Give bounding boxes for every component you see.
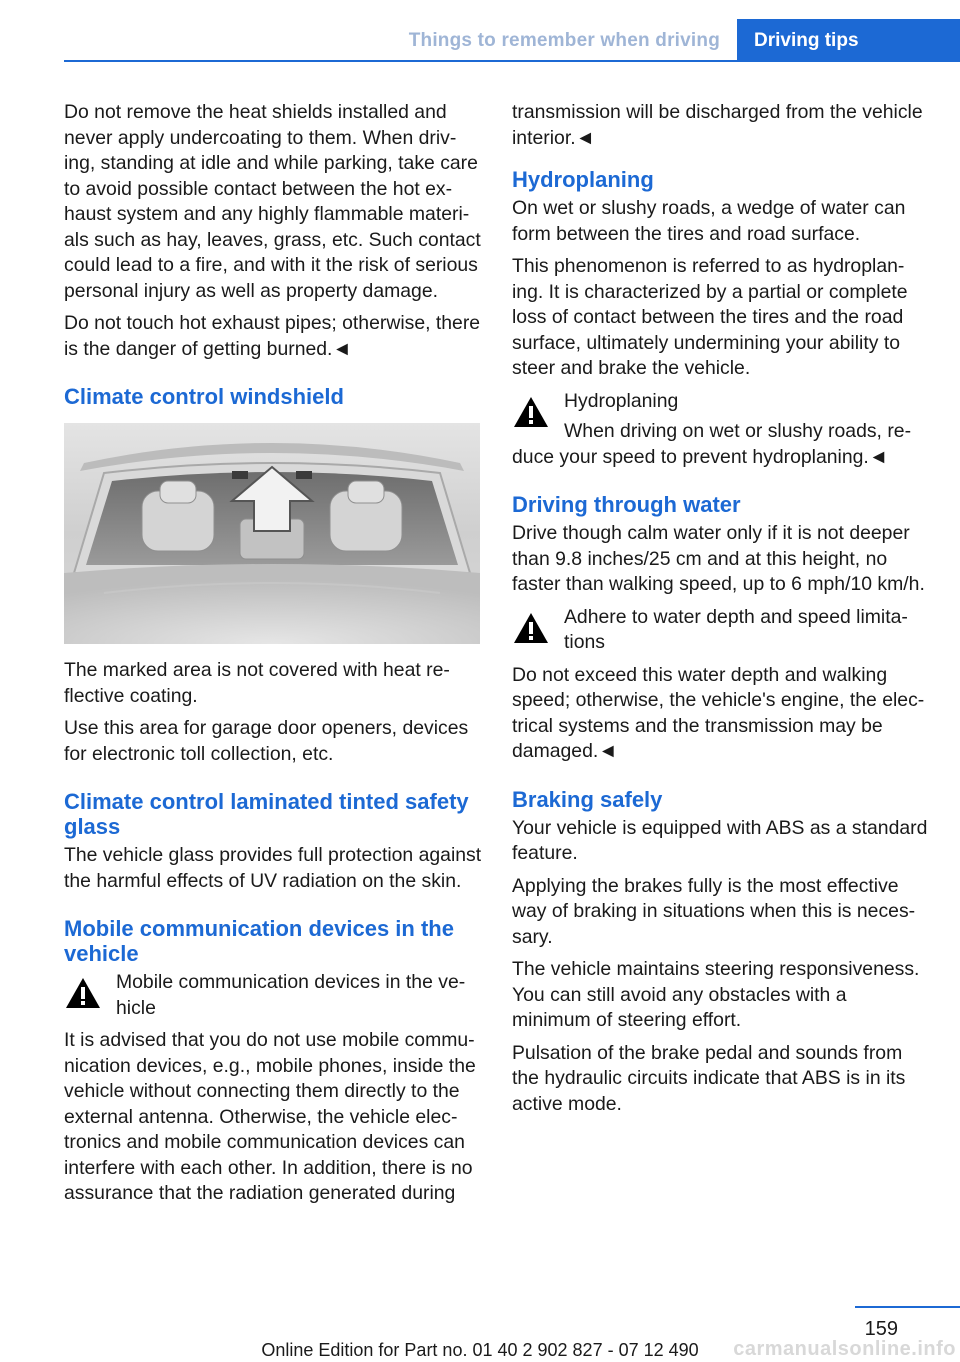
warning-mobile-devices bbox=[64, 970, 482, 1021]
heading-climate-windshield: Climate control windshield bbox=[64, 384, 344, 409]
paragraph-abs-standard: Your vehicle is equipped with ABS as a standard feature. bbox=[512, 816, 928, 864]
header-tab-driving-tips[interactable]: Driving tips bbox=[737, 19, 960, 62]
paragraph-abs-pulsation: Pulsation of the brake pedal and sounds from the hydraulic circuits indicate that ABS is in its active mode. bbox=[512, 1041, 906, 1115]
paragraph-exhaust-pipes: Do not touch hot exhaust pipes; otherwise, there is the danger of getting burned.◄ bbox=[64, 312, 481, 360]
warning-triangle-icon bbox=[512, 611, 550, 645]
paragraph-hydro-phenomenon: This phenomenon is referred to as hydroplan-ing. It is characterized by a partial or complete loss of contact between the tires and the road surface, ultimately undermining your ability to steer and brake the vehicle. bbox=[512, 255, 908, 379]
warning-triangle-icon bbox=[64, 976, 102, 1010]
footer-edition: Online Edition for Part no. 01 40 2 902 827 - 07 12 490 bbox=[261, 1340, 699, 1360]
heading-braking-safely: Braking safely bbox=[512, 786, 663, 812]
left-column bbox=[64, 100, 482, 1214]
paragraph-marked-area: The marked area is not covered with heat re-flective coating. bbox=[64, 659, 450, 707]
paragraph-hydro-wedge: On wet or slushy roads, a wedge of water can form between the tires and road surface. bbox=[512, 197, 906, 245]
paragraph-brakes-fully: Applying the brakes fully is the most effective way of braking in situations when this is neces-sary. bbox=[512, 874, 916, 948]
heading-tinted-glass: Climate control laminated tinted safety glass bbox=[64, 789, 469, 839]
paragraph-glass-protection: The vehicle glass provides full protection against the harmful effects of UV radiation on the skin. bbox=[64, 844, 482, 892]
paragraph-use-area: Use this area for garage door openers, devices for electronic toll collection, etc. bbox=[64, 717, 469, 765]
heading-driving-through-water: Driving through water bbox=[512, 492, 741, 517]
paragraph-mobile-advice: It is advised that you do not use mobile commu-nication devices, e.g., mobile phones, inside the vehicle without connecting them directly to the external antenna. Otherwise, the vehicle elec-tronics and mobile communication devices can interfere with each other. In addition, there is no assurance that the radiation generated during bbox=[64, 1029, 476, 1204]
warning-mobile-title: Mobile communication devices in the ve-hicle bbox=[116, 971, 466, 1019]
warning-hydroplaning bbox=[512, 389, 930, 415]
warning-water-title: Adhere to water depth and speed limita-tions bbox=[564, 605, 908, 653]
warning-hydroplaning-title: Hydroplaning bbox=[564, 389, 679, 412]
paragraph-transmission-continued: transmission will be discharged from the vehicle interior.◄ bbox=[512, 101, 923, 149]
right-column bbox=[512, 100, 930, 1124]
header-rule bbox=[64, 60, 960, 62]
paragraph-steering: The vehicle maintains steering responsiveness. You can still avoid any obstacles with a minimum of steering effort. bbox=[512, 958, 920, 1031]
page-number: 159 bbox=[864, 1318, 898, 1340]
paragraph-water-damage: Do not exceed this water depth and walking speed; otherwise, the vehicle's engine, the elec-trical systems and the transmission may be damaged.◄ bbox=[512, 663, 925, 762]
footer-rule bbox=[855, 1306, 960, 1308]
warning-water-depth bbox=[512, 605, 930, 656]
paragraph-heat-shields: Do not remove the heat shields installed and never apply undercoating to them. When driv-ing, standing at idle and while parking, take care to avoid possible contact between the hot ex-haust system and any highly flammable materi-als such as hay, leaves, grass, etc. Such contact could lead to a fire, and with it the risk of serious personal injury as well as property damage. bbox=[64, 101, 481, 302]
header-section-title: Things to remember when driving bbox=[408, 30, 720, 51]
watermark: carmanualsonline.info bbox=[733, 1338, 956, 1360]
warning-hydroplaning-text: When driving on wet or slushy roads, re-duce your speed to prevent hydroplaning.◄ bbox=[512, 420, 912, 468]
heading-mobile-devices: Mobile communication devices in the vehicle bbox=[64, 916, 454, 966]
windshield-figure bbox=[64, 423, 480, 644]
warning-triangle-icon bbox=[512, 395, 550, 429]
heading-hydroplaning: Hydroplaning bbox=[512, 167, 654, 192]
paragraph-water-depth: Drive though calm water only if it is not deeper than 9.8 inches/25 cm and at this height, no faster than walking speed, up to 6 mph/10 km/h. bbox=[512, 522, 925, 595]
